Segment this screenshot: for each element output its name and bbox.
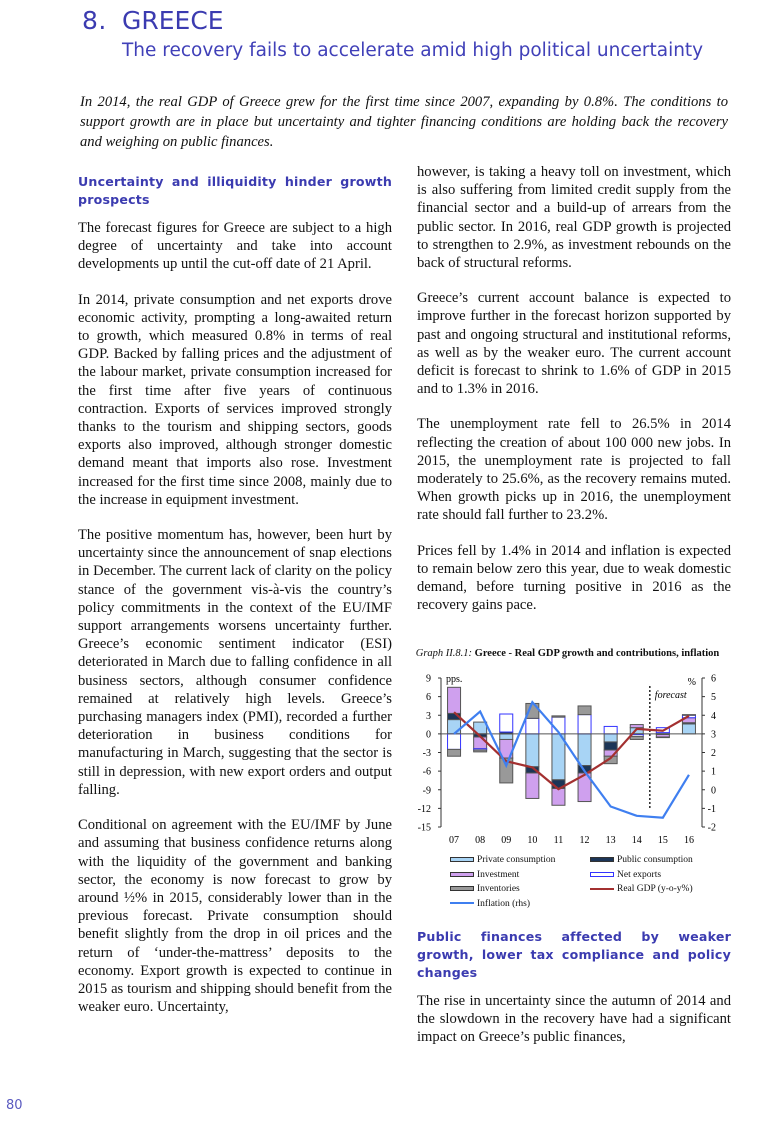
bar-segment (656, 737, 669, 738)
left-tick-label: -12 (417, 803, 431, 815)
legend-label: Net exports (617, 869, 662, 880)
page-number: 80 (6, 1098, 23, 1113)
bar-segment (526, 734, 539, 767)
left-tick-label: 3 (426, 710, 431, 722)
bar-segment (578, 734, 591, 766)
bar-segment (526, 773, 539, 798)
bar-segment (630, 725, 643, 728)
paragraph: Prices fell by 1.4% in 2014 and inflation is expected to remain below zero this year, due to weak domestic demand, before turning positive in 2016 as the recovery gains pace. (417, 542, 731, 614)
bar-segment (682, 715, 695, 716)
bar-segment (500, 714, 513, 732)
paragraph: however, is taking a heavy toll on investment, which is also suffering from limited credit supply from the financial sector and a build-up of arrears from the public sector. In 2016, real GDP growth is projected to strengthen to 2.9%, as investment rebounds on the back of structural reforms. (417, 164, 731, 272)
legend-label: Inflation (rhs) (477, 898, 531, 909)
paragraph: Greece’s current account balance is expected to improve further in the forecast horizon supported by past and ongoing structural and institutional reforms, as well as by the weaker euro. The current account deficit is forecast to shrink to 1.6% of GDP in 2015 and to 1.3% in 2016. (417, 290, 731, 398)
left-tick-label: -9 (422, 785, 431, 797)
bar-segment (448, 720, 461, 734)
left-tick-label: 0 (426, 729, 431, 741)
paragraph: The positive momentum has, however, been hurt by uncertainty since the announcement of snap elections in December. The current lack of clarity on the policy stance of the government vis-à-vis the country’s policy commitments in the context of the EU/IMF support arrangements worsens uncertainty further. Greece’s economic sentiment indicator (ESI) deteriorated in March due to falling confidence in all business sectors, although consumer confidence remained at relatively high levels. Greece’s purchasing managers index (PMI), recorded a further deterioration in business conditions for manufacturing in March, suggesting that the sector is still in depression, with new export orders and output falling. (78, 527, 392, 798)
section-heading: Uncertainty and illiquidity hinder growth prospects (78, 174, 392, 207)
inflation-line (454, 702, 689, 817)
left-column (78, 173, 392, 1033)
legend-item (590, 882, 693, 897)
legend-item (450, 868, 519, 883)
right-tick-label: 1 (711, 766, 716, 778)
legend-label: Investment (477, 869, 520, 880)
chapter-subtitle: The recovery fails to accelerate amid high political uncertainty (122, 40, 704, 61)
right-column (417, 163, 731, 631)
right-tick-label: 3 (711, 729, 716, 741)
left-tick-label: 6 (426, 692, 431, 704)
chart-title (410, 648, 725, 660)
legend-swatch (590, 872, 614, 877)
legend-swatch (450, 872, 474, 877)
paragraph: The unemployment rate fell to 26.5% in 2014 reflecting the creation of about 100 000 new jobs. In 2015, the unemployment rate is projected to fall moderately to 25.6%, as the recovery remains muted. When growth picks up in 2016, the unemployment rate should fall further to 23.2%. (417, 416, 731, 524)
left-unit-label: pps. (446, 674, 463, 685)
right-tick-label: -1 (707, 803, 716, 815)
legend-item (450, 897, 530, 912)
x-tick-label: 09 (501, 835, 512, 846)
legend-label: Inventories (477, 884, 520, 894)
x-tick-label: 08 (475, 835, 486, 846)
legend-label: Real GDP (y-o-y%) (617, 884, 693, 894)
bar-segment (604, 734, 617, 742)
x-tick-label: 14 (631, 835, 642, 846)
bar-segment (526, 718, 539, 734)
paragraph: The rise in uncertainty since the autumn of 2014 and the slowdown in the recovery have had a significant impact on Greece’s public finances, (417, 993, 731, 1046)
legend-item (590, 853, 693, 868)
bar-segment (500, 734, 513, 740)
chart-title-text: Greece - Real GDP growth and contributions, inflation (474, 648, 720, 659)
chapter-number: 8. (82, 6, 107, 35)
right-tick-label: 6 (711, 673, 716, 685)
x-tick-label: 16 (683, 835, 694, 846)
x-tick-label: 15 (657, 835, 668, 846)
right-column-bottom (417, 928, 731, 1064)
x-tick-label: 12 (579, 835, 590, 846)
left-tick-label: 9 (426, 673, 431, 685)
x-tick-label: 10 (527, 835, 538, 846)
legend-label: Private consumption (477, 855, 556, 865)
bar-segment (604, 742, 617, 750)
paragraph: The forecast figures for Greece are subject to a high degree of uncertainty and take into account developments up until the cut-off date of 21 April. (78, 220, 392, 273)
summary-paragraph: In 2014, the real GDP of Greece grew for the first time since 2007, expanding by 0.8%. The conditions to support growth are in place but uncertainty and tighter financing conditions are holding back the recovery and weighing on public finances. (80, 94, 728, 150)
x-tick-label: 07 (449, 835, 460, 846)
left-tick-label: -6 (422, 766, 431, 778)
gdp-chart (410, 648, 725, 913)
legend-swatch (590, 857, 614, 862)
legend-swatch (450, 857, 474, 862)
section-heading: Public finances affected by weaker growth, lower tax compliance and policy changes (417, 929, 731, 980)
right-tick-label: 5 (711, 692, 716, 704)
bar-segment (474, 750, 487, 752)
left-tick-label: -3 (422, 748, 431, 759)
right-tick-label: 2 (711, 748, 716, 759)
right-tick-label: 4 (711, 710, 716, 722)
bar-segment (448, 734, 461, 750)
legend-swatch (590, 888, 614, 890)
bar-segment (682, 724, 695, 734)
left-tick-label: -15 (417, 822, 431, 834)
legend-label: Public consumption (617, 855, 693, 865)
chapter-title: GREECE (122, 6, 224, 35)
bar-segment (474, 737, 487, 749)
legend-swatch (450, 902, 474, 904)
legend-item (450, 882, 520, 897)
chart-title-label: Graph II.8.1: (415, 648, 473, 659)
bar-segment (552, 716, 565, 717)
paragraph: In 2014, private consumption and net exports drove economic activity, prompting a long-awaited return to growth, which measured 0.8% in terms of real GDP. Backed by falling prices and the adjustment of the labour market, private consumption increased for the first time after five years of continuous contraction. Exports of services improved strongly thanks to the tourism and shipping sectors, goods exports also improved, although stronger domestic demand meant that imports also rose. Investment increased for the first time since 2008, mainly due to the increase in equipment investment. (78, 291, 392, 508)
right-tick-label: -2 (707, 822, 716, 834)
legend-swatch (450, 886, 474, 891)
paragraph: Conditional on agreement with the EU/IMF by June and assuming that business confidence returns along with the liquidity of the government and banking sector, the economy is now forecast to grow by around ½% in 2015, considerably lower than in the previous forecast. Private consumption should benefit slightly from the drop in oil prices and the return of ‘under-the-mattress’ deposits to the economy. Export growth is expected to continue in 2015 as tourism and shipping should benefit from the weaker euro. Uncertainty, (78, 817, 392, 1016)
x-tick-label: 11 (553, 835, 564, 846)
legend-item (450, 853, 555, 868)
bar-segment (630, 736, 643, 739)
bar-segment (604, 726, 617, 733)
bar-segment (448, 749, 461, 756)
forecast-label: forecast (654, 690, 687, 701)
right-unit-label: % (687, 677, 696, 688)
bar-segment (552, 789, 565, 806)
bar-segment (578, 706, 591, 715)
bar-segment (578, 715, 591, 734)
legend-item (590, 868, 661, 883)
x-tick-label: 13 (605, 835, 616, 846)
right-tick-label: 0 (711, 785, 716, 797)
bar-segment (448, 687, 461, 713)
